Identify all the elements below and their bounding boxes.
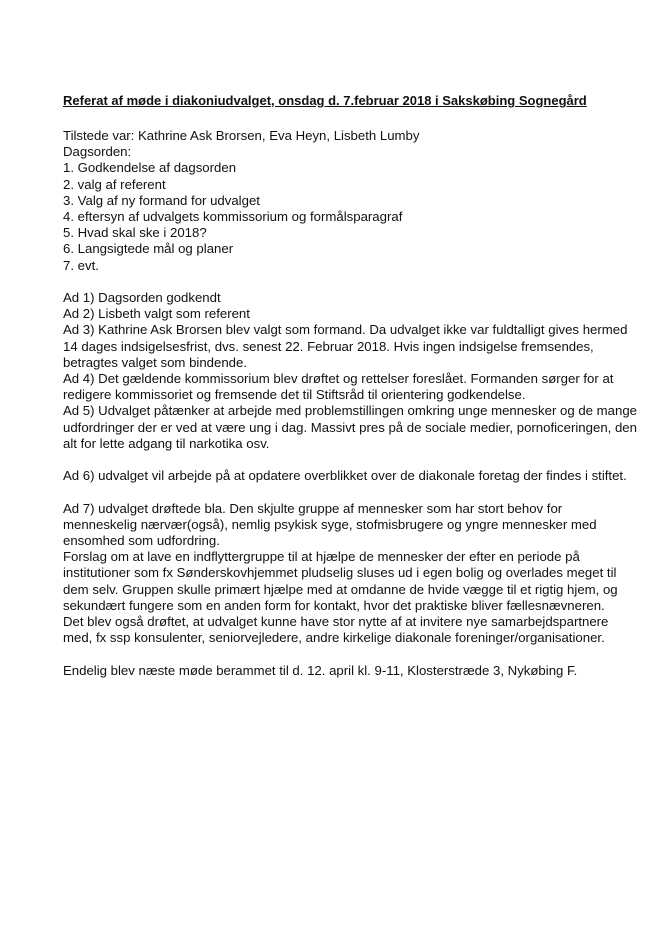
minutes-line: Det blev også drøftet, at udvalget kunne have stor nytte af at invitere nye samarbejdspartnere <box>63 614 609 630</box>
minutes-line: Ad 1) Dagsorden godkendt <box>63 290 221 306</box>
spacer <box>63 274 632 290</box>
minutes-line: med, fx ssp konsulenter, seniorvejledere, andre kirkelige diakonale foreninger/organisationer. <box>63 630 605 646</box>
agenda-heading: Dagsorden: <box>63 144 132 160</box>
minutes-line: udfordringer der er ved at være ung i dag. Massivt pres på de sociale medier, pornoficeringen, den <box>63 419 637 435</box>
closing-line: Endelig blev næste møde berammet til d. 12. april kl. 9-11, Klosterstræde 3, Nykøbing F. <box>63 662 578 678</box>
agenda-item: 4. eftersyn af udvalgets kommissorium og formålsparagraf <box>63 209 403 225</box>
agenda-item: 2. valg af referent <box>63 176 166 192</box>
agenda-list <box>63 160 632 273</box>
agenda-item: 3. Valg af ny formand for udvalget <box>63 192 260 208</box>
minutes-items-1-5 <box>63 290 637 452</box>
minutes-line: sekundært fungere som en anden form for kontakt, hvor det praktiske bliver fællesnævneren. <box>63 597 605 613</box>
minutes-line: Ad 3) Kathrine Ask Brorsen blev valgt som formand. Da udvalget ikke var fuldtalligt gives hermed <box>63 322 628 338</box>
document-title: Referat af møde i diakoniudvalget, onsdag d. 7.februar 2018 i Sakskøbing Sognegård <box>63 93 587 108</box>
minutes-line: alt for lette adgang til narkotika osv. <box>63 435 270 451</box>
minutes-line: Ad 6) udvalget vil arbejde på at opdatere overblikket over de diakonale foretag der findes i stiftet. <box>63 468 627 484</box>
minutes-line: dem selv. Gruppen skulle primært hjælpe med at omdanne de hvide vægge til et rigtig hjem, og <box>63 581 618 597</box>
attendees-line: Tilstede var: Kathrine Ask Brorsen, Eva Heyn, Lisbeth Lumby <box>63 128 420 143</box>
minutes-line: ensomhed som udfordring. <box>63 533 220 549</box>
agenda-item: 6. Langsigtede mål og planer <box>63 241 234 257</box>
minutes-line: institutioner som fx Sønderskovhjemmet pludselig sluses ud i egen bolig og overlades meget til <box>63 565 617 581</box>
minutes-item-6 <box>63 468 632 484</box>
minutes-line: Ad 5) Udvalget påtænker at arbejde med problemstillingen omkring unge mennesker og de mange <box>63 403 637 419</box>
agenda-item: 7. evt. <box>63 257 99 273</box>
agenda-item: 1. Godkendelse af dagsorden <box>63 160 237 176</box>
agenda-item: 5. Hvad skal ske i 2018? <box>63 225 207 241</box>
minutes-line: Forslag om at lave en indflyttergruppe til at hjælpe de mennesker der efter en periode på <box>63 549 580 565</box>
minutes-line: Ad 4) Det gældende kommissorium blev drøftet og rettelser foreslået. Formanden sørger for at <box>63 371 614 387</box>
minutes-line: menneskelig nærvær(også), nemlig psykisk syge, stofmisbrugere og yngre mennesker med <box>63 516 597 532</box>
minutes-line: redigere kommissoriet og fremsende det til Stiftsråd til orientering godkendelse. <box>63 387 526 403</box>
minutes-item-7 <box>63 501 632 647</box>
minutes-line: betragtes valget som bindende. <box>63 354 248 370</box>
spacer <box>63 452 632 468</box>
minutes-line: Ad 7) udvalget drøftede bla. Den skjulte gruppe af mennesker som har stort behov for <box>63 500 563 516</box>
minutes-line: 14 dages indsigelsesfrist, dvs. senest 22. Februar 2018. Hvis ingen indsigelse fremsendes, <box>63 338 594 354</box>
minutes-line: Ad 2) Lisbeth valgt som referent <box>63 306 250 322</box>
spacer <box>63 646 632 662</box>
spacer <box>63 484 632 500</box>
